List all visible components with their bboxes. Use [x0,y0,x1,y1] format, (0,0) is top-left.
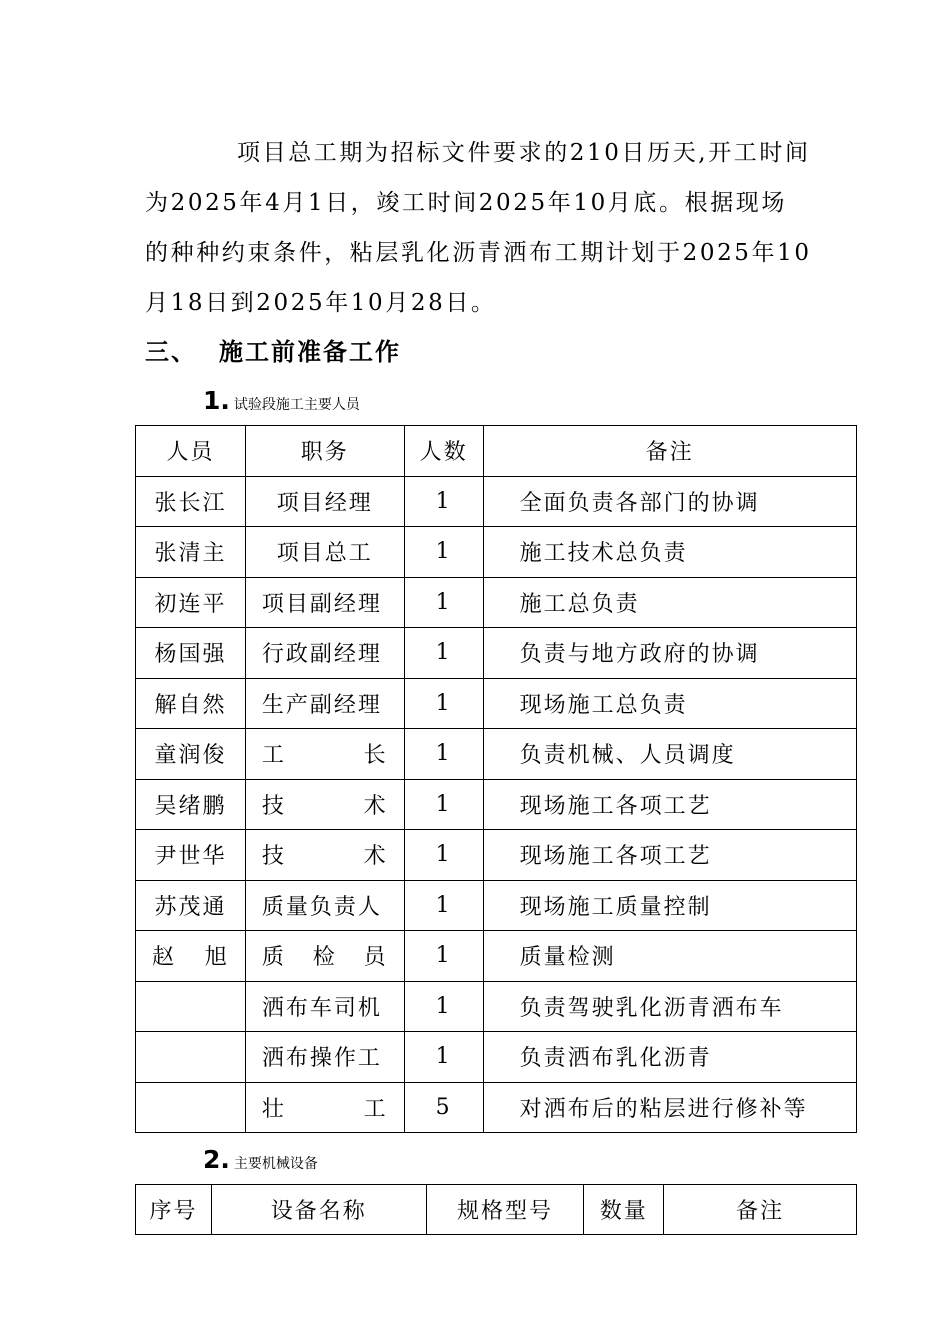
cell-note: 质量检测 [483,931,856,982]
cell-note: 对洒布后的粘层进行修补等 [483,1082,856,1133]
cell-count: 1 [404,678,483,729]
cell-role: 项目总工 [245,527,404,578]
cell-note: 负责洒布乳化沥青 [483,1032,856,1083]
cell-role: 壮工 [245,1082,404,1133]
cell-count: 1 [404,527,483,578]
cell-role: 洒布操作工 [245,1032,404,1083]
cell-name [136,1032,246,1083]
cell-count: 1 [404,476,483,527]
cell-role: 质检员 [245,931,404,982]
cell-count: 1 [404,628,483,679]
subsection-1-heading [203,386,360,415]
cell-note: 全面负责各部门的协调 [483,476,856,527]
cell-note: 施工总负责 [483,577,856,628]
header-quantity: 数量 [584,1185,664,1235]
subsection-2-number: 2. [203,1145,230,1174]
cell-name: 尹世华 [136,830,246,881]
cell-count: 1 [404,577,483,628]
cell-role: 技术 [245,830,404,881]
section-heading [145,332,401,367]
cell-name: 吴绪鹏 [136,779,246,830]
cell-count: 1 [404,830,483,881]
table-row [136,628,857,679]
cell-count: 5 [404,1082,483,1133]
equipment-table-header [136,1185,857,1235]
cell-role: 生产副经理 [245,678,404,729]
header-remarks: 备注 [664,1185,857,1235]
subsection-2-heading [203,1145,318,1174]
cell-name: 初连平 [136,577,246,628]
table-row [136,527,857,578]
cell-count: 1 [404,1032,483,1083]
table-row [136,1032,857,1083]
intro-line-2: 为2025年4月1日，竣工时间2025年10月底。根据现场 [145,190,787,216]
table-row [136,830,857,881]
intro-line-3: 的种种约束条件，粘层乳化沥青洒布工期计划于2025年10 [145,240,812,266]
header-personnel: 人员 [136,426,246,477]
staff-table-header [136,426,857,477]
cell-role: 项目经理 [245,476,404,527]
cell-count: 1 [404,880,483,931]
cell-note: 负责与地方政府的协调 [483,628,856,679]
cell-note: 现场施工总负责 [483,678,856,729]
header-position: 职务 [245,426,404,477]
table-row [136,931,857,982]
cell-name [136,1082,246,1133]
header-equipment-name: 设备名称 [211,1185,426,1235]
cell-name [136,981,246,1032]
header-model: 规格型号 [426,1185,584,1235]
cell-role: 技术 [245,779,404,830]
cell-note: 现场施工质量控制 [483,880,856,931]
table-row [136,880,857,931]
table-row [136,678,857,729]
cell-note: 负责驾驶乳化沥青洒布车 [483,981,856,1032]
header-count: 人数 [404,426,483,477]
table-row [136,779,857,830]
header-serial-no: 序号 [136,1185,212,1235]
cell-role: 工长 [245,729,404,780]
cell-note: 现场施工各项工艺 [483,779,856,830]
cell-name: 张清主 [136,527,246,578]
cell-note: 现场施工各项工艺 [483,830,856,881]
cell-role: 项目副经理 [245,577,404,628]
cell-name: 苏茂通 [136,880,246,931]
cell-role: 洒布车司机 [245,981,404,1032]
section-number: 三、 [145,338,197,366]
table-row [136,1082,857,1133]
cell-role: 行政副经理 [245,628,404,679]
subsection-1-number: 1. [203,386,230,415]
intro-line-4: 月18日到2025年10月28日。 [145,290,497,316]
cell-name: 解自然 [136,678,246,729]
cell-name: 张长江 [136,476,246,527]
table-row [136,729,857,780]
cell-note: 施工技术总负责 [483,527,856,578]
table-row [136,981,857,1032]
cell-role: 质量负责人 [245,880,404,931]
staff-table [135,425,857,1133]
cell-count: 1 [404,931,483,982]
table-row [136,476,857,527]
intro-line-1: 项目总工期为招标文件要求的210日历天,开工时间 [237,140,811,166]
cell-count: 1 [404,729,483,780]
cell-name: 童润俊 [136,729,246,780]
table-row [136,577,857,628]
subsection-1-title: 试验段施工主要人员 [233,397,360,413]
cell-count: 1 [404,779,483,830]
cell-name: 赵旭 [136,931,246,982]
cell-count: 1 [404,981,483,1032]
section-title: 施工前准备工作 [219,338,401,366]
cell-note: 负责机械、人员调度 [483,729,856,780]
equipment-table [135,1184,857,1235]
subsection-2-title: 主要机械设备 [233,1156,318,1172]
cell-name: 杨国强 [136,628,246,679]
header-remarks: 备注 [483,426,856,477]
